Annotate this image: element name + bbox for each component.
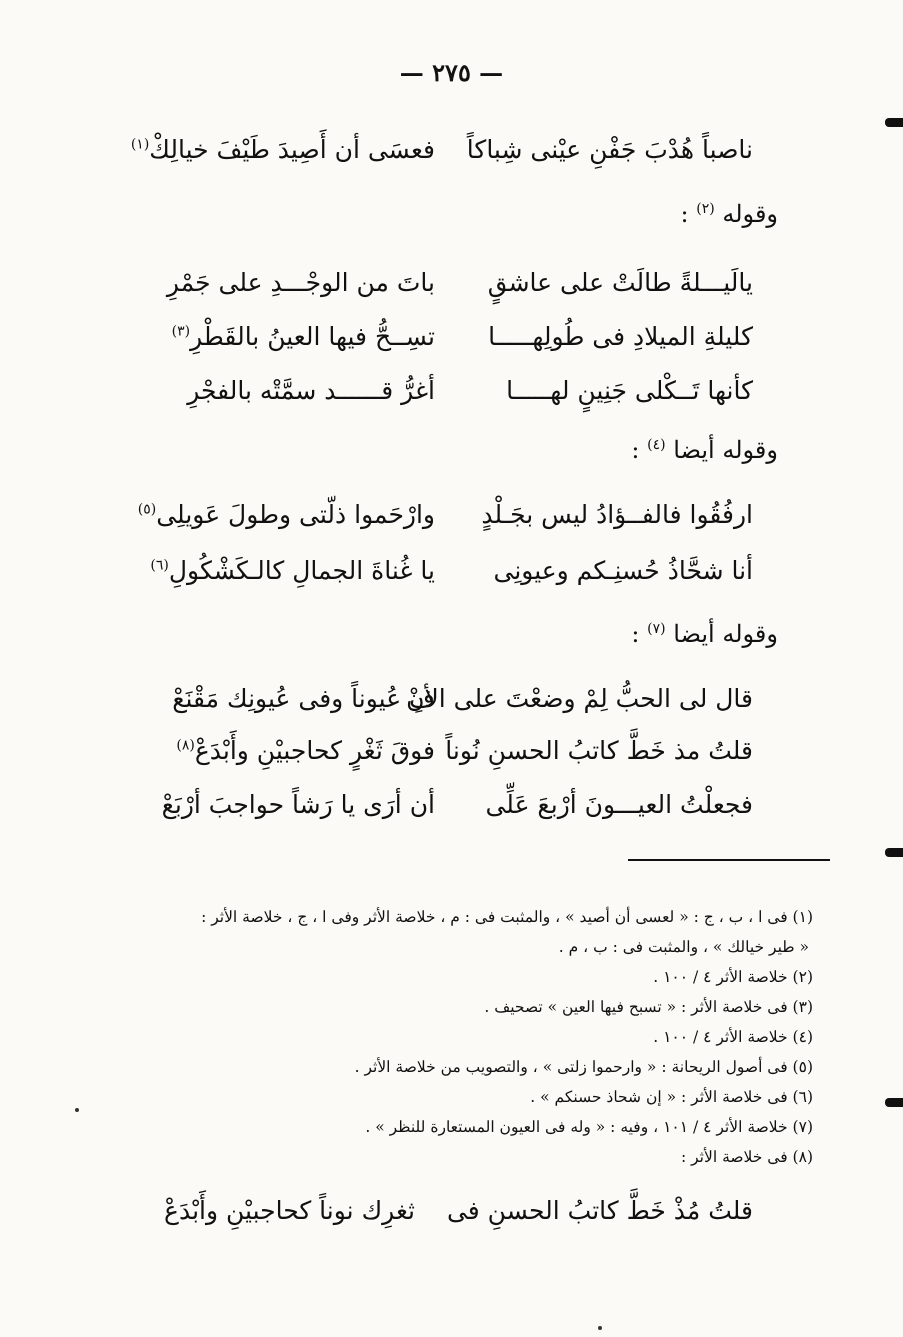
verse-intro — [631, 620, 778, 648]
footnote: (٨) فى خلاصة الأثر : — [680, 1148, 813, 1166]
footnote-marker: (١) — [130, 136, 150, 153]
verse-text: يا غُناةَ الجمالِ كالـكَشْكُولِ — [168, 556, 435, 585]
verse-first-hemistich: يالَيـــلةً طالَتْ على عاشقٍ — [487, 268, 753, 297]
verse-couplet — [0, 500, 903, 550]
scan-speck — [75, 1108, 79, 1112]
verse-first-hemistich: قلتُ مذ خَطَّ كاتبُ الحسنِ نُوناً — [445, 736, 753, 765]
verse-second-hemistich — [137, 500, 435, 529]
verse-couplet — [0, 376, 903, 426]
footnote-marker: (٣) — [171, 323, 191, 340]
verse-couplet — [0, 556, 903, 606]
footnote: (١) فى ا ، ب ، ج : « لعسى أن أصيد » ، والمثبت فى : م ، خلاصة الأثر وفى ا ، ج ، خلاصة الأثر : — [201, 908, 813, 926]
verse-couplet — [0, 268, 903, 318]
footnote: (٧) خلاصة الأثر ٤ / ١٠١ ، وفيه : « وله فى العيون المستعارة للنظر » . — [365, 1118, 813, 1136]
scan-edge-mark — [885, 118, 903, 127]
intro-colon: : — [631, 620, 640, 648]
verse-first-hemistich: ارفُقُوا فالفــؤادُ ليس بجَـلْدٍ — [481, 500, 753, 529]
verse-second-hemistich: أغرُّ قــــــد سمَّتْه بالفجْرِ — [187, 376, 435, 405]
verse-couplet — [0, 736, 903, 786]
verse-text: فوقَ ثَغْرٍ كحاجبيْنِ وأَبْدَعْ — [194, 736, 435, 765]
verse-second-hemistich: فِ عُيوناً وفى عُيونِك مَقْنَعْ — [172, 684, 435, 713]
footnote: (٦) فى خلاصة الأثر : « إن شحاذ حسنكم » . — [530, 1088, 813, 1106]
footnote-marker: (٥) — [137, 501, 157, 518]
footnote-marker: (٨) — [176, 737, 195, 754]
verse-couplet — [0, 322, 903, 372]
verse-couplet — [0, 790, 903, 840]
verse-intro — [681, 200, 778, 228]
verse-second-hemistich: أن أرَى يا رَشاً حواجبَ أرْبَعْ — [161, 790, 435, 819]
verse-first-hemistich: قال لى الحبُّ لِمْ وضعْتَ على الأنْ — [406, 684, 753, 713]
verse-second-hemistich — [165, 322, 435, 351]
verse-second-hemistich: باتَ من الوجْـــدِ على جَمْرِ — [166, 268, 435, 297]
intro-text: وقوله أيضا — [673, 620, 778, 648]
verse-text: وارْحَموا ذلّتى وطولَ عَويلِى — [156, 500, 435, 529]
verse-second-hemistich — [165, 736, 435, 765]
footnote-continuation: « طير خيالك » ، والمثبت فى : ب ، م . — [558, 938, 809, 956]
scan-speck — [598, 1326, 602, 1330]
verse-second-hemistich: ثغرِك نوناً كحاجبيْنِ وأَبْدَعْ — [164, 1196, 415, 1225]
footnote-separator — [628, 859, 830, 861]
footnote: (٣) فى خلاصة الأثر : « تسبح فيها العين » تصحيف . — [484, 998, 813, 1016]
verse-second-hemistich — [130, 135, 435, 164]
intro-text: وقوله — [722, 200, 778, 228]
verse-first-hemistich: قلتُ مُذْ خَطَّ كاتبُ الحسنِ فى — [446, 1196, 753, 1225]
page-number: — ٢٧٥ — — [399, 58, 504, 87]
intro-colon: : — [631, 436, 640, 464]
footnote-verse-couplet — [0, 1196, 903, 1246]
scan-edge-mark — [885, 848, 903, 857]
verse-couplet — [0, 135, 903, 185]
intro-text: وقوله أيضا — [673, 436, 778, 464]
footnote-marker: (٢) — [696, 201, 715, 217]
verse-couplet — [0, 684, 903, 734]
footnote-marker: (٧) — [647, 621, 666, 637]
verse-intro — [631, 436, 778, 464]
verse-text: تسِــحُّ فيها العينُ بالقَطْرِ — [190, 322, 435, 351]
footnote-marker: (٦) — [150, 557, 169, 574]
verse-first-hemistich: كليلةِ الميلادِ فى طُولِهـــــا — [488, 322, 753, 351]
scan-edge-mark — [885, 1098, 903, 1107]
verse-first-hemistich: كأنها تَــكْلى جَنِينٍ لهـــــا — [506, 376, 753, 405]
footnote: (٥) فى أصول الريحانة : « وارحموا زلتى » ، والتصويب من خلاصة الأثر . — [354, 1058, 813, 1076]
footnotes — [93, 902, 813, 1172]
footnote: (٤) خلاصة الأثر ٤ / ١٠٠ . — [653, 1028, 813, 1046]
verse-first-hemistich: أنا شحَّاذُ حُسنِـكم وعيونِى — [493, 556, 753, 585]
footnote-marker: (٤) — [647, 437, 666, 453]
verse-first-hemistich: فجعلْتُ العيـــونَ أرْبعَ عَلِّى — [485, 790, 753, 819]
verse-text: فعسَى أن أَصِيدَ طَيْفَ خيالِكْ — [149, 135, 435, 164]
verse-second-hemistich — [150, 556, 435, 585]
verse-first-hemistich: ناصباً هُدْبَ جَفْنِ عيْنى شِباكاً — [466, 135, 753, 164]
footnote: (٢) خلاصة الأثر ٤ / ١٠٠ . — [653, 968, 813, 986]
intro-colon: : — [680, 200, 689, 228]
